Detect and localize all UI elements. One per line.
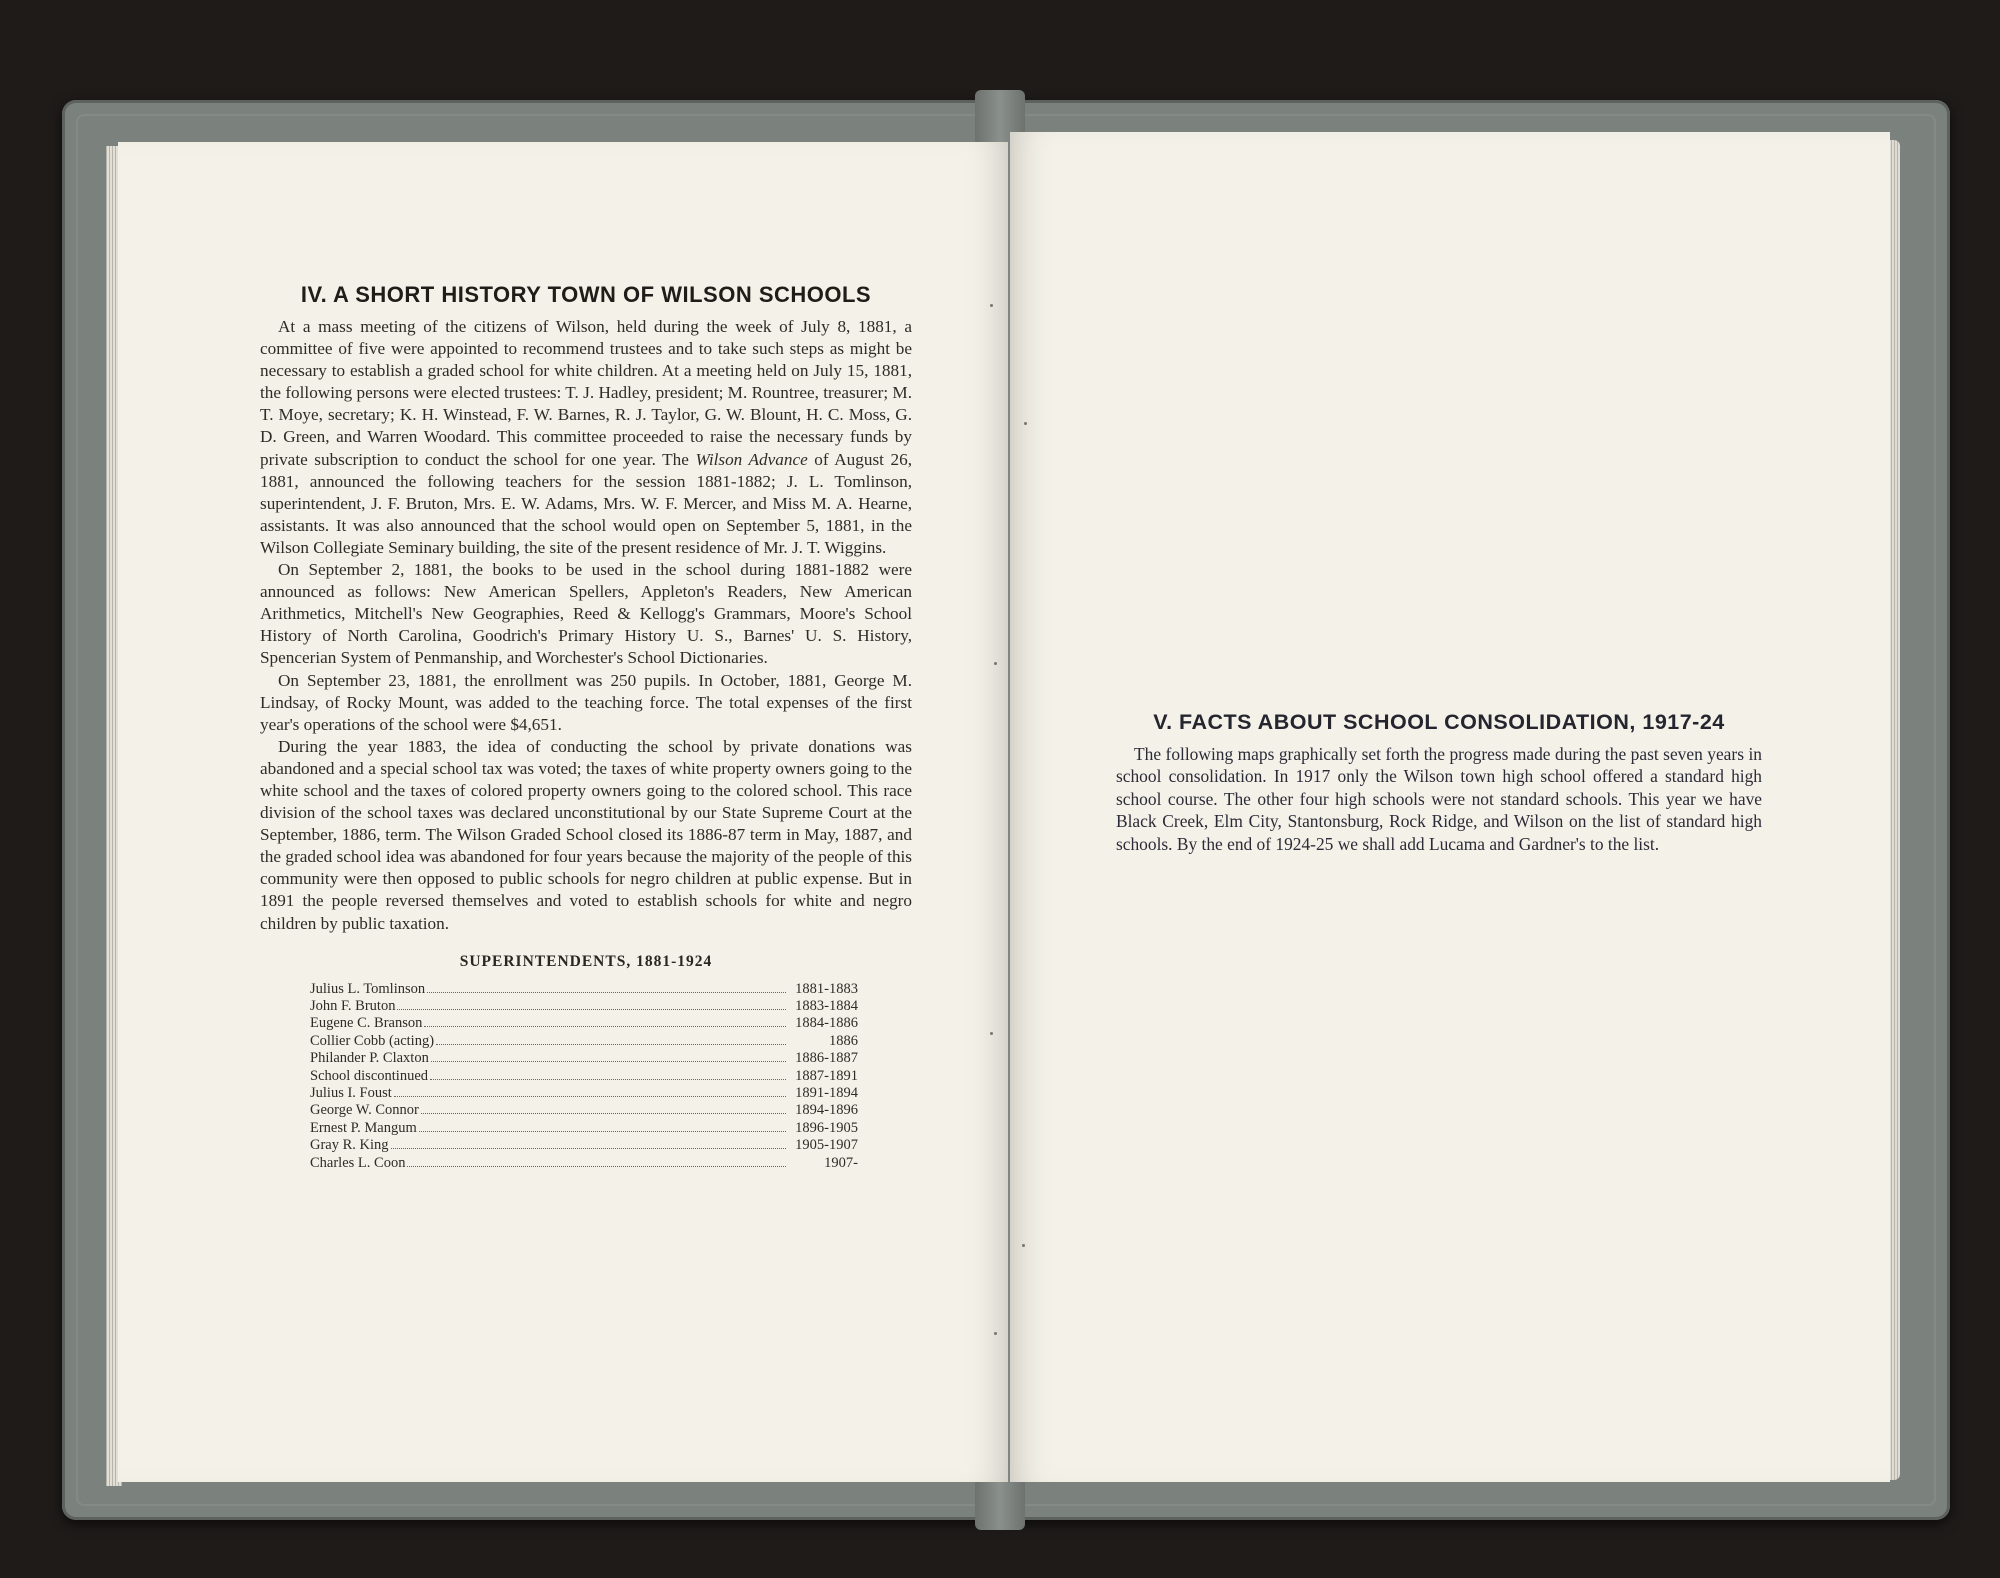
section-heading-consolidation: V. FACTS ABOUT SCHOOL CONSOLIDATION, 1917-24 xyxy=(1153,710,1725,734)
consolidation-paragraph: The following maps graphically set forth the progress made during the past seven years in school consolidation. In 1917 only the Wilson town high school offered a standard high school course. The other four high schools were not standard schools. This year we have Black Creek, Elm City, Stantonsburg, Rock Ridge, and Wilson on the list of standard high schools. By the end of 1924-25 we shall add Lucama and Gardner's to the list. xyxy=(1116,744,1762,854)
superintendent-row: Ernest P. Mangum 1896-1905 xyxy=(310,1119,858,1136)
history-paragraph-4: During the year 1883, the idea of conducting the school by private donations was abandoned and a special school tax was voted; the taxes of white property owners going to the white school and the taxes of colored property owners going to the colored school. This race division of the school taxes was declared unconstitutional by our State Supreme Court at the September, 1886, term. The Wilson Graded School closed its 1886-87 term in May, 1887, and the graded school idea was abandoned for four years because the majority of the people of this community were then opposed to public schools for negro children at public expense. But in 1891 the people reversed themselves and voted to establish schools for white and negro children by public taxation. xyxy=(260,736,912,933)
binding-mark xyxy=(994,662,997,665)
history-paragraph-1: At a mass meeting of the citizens of Wilson, held during the week of July 8, 1881, a committee of five were appointed to recommend trustees and to take such steps as might be necessary to establish a graded school for white children. At a meeting held on July 15, 1881, the following persons were elected trustees: T. J. Hadley, president; M. Rountree, treasurer; M. T. Moye, secretary; K. H. Winstead, F. W. Barnes, R. J. Taylor, G. W. Blount, H. C. Moss, G. D. Green, and Warren Woodard. This committee proceeded to raise the necessary funds by private subscription to conduct the school for one year. The Wilson Advance of August 26, 1881, announced the following teachers for the session 1881-1882; J. L. Tomlinson, superintendent, J. F. Bruton, Mrs. E. W. Adams, Mrs. W. F. Mercer, and Miss M. A. Hearne, assistants. It was also announced that the school would open on September 5, 1881, in the Wilson Collegiate Seminary building, the site of the present residence of Mr. J. T. Wiggins. xyxy=(260,317,912,557)
history-paragraph-3: On September 23, 1881, the enrollment was 250 pupils. In October, 1881, George M. Lindsay, of Rocky Mount, was added to the teaching force. The total expenses of the first year's operations of the school were $4,651. xyxy=(260,670,912,734)
binding-mark xyxy=(990,1032,993,1035)
superintendent-row: Eugene C. Branson 1884-1886 xyxy=(310,1015,858,1032)
superintendent-row: Collier Cobb (acting) 1886 xyxy=(310,1032,858,1049)
left-page-content xyxy=(260,282,912,1172)
superintendent-row: George W. Connor 1894-1896 xyxy=(310,1102,858,1119)
superintendent-row: John F. Bruton 1883-1884 xyxy=(310,998,858,1015)
section-heading-history: IV. A SHORT HISTORY TOWN OF WILSON SCHOOLS xyxy=(300,282,872,307)
right-page xyxy=(1010,132,1890,1482)
superintendent-row: School discontinued 1887-1891 xyxy=(310,1067,858,1084)
right-page-content xyxy=(1116,710,1762,855)
superintendent-row: Gray R. King 1905-1907 xyxy=(310,1137,858,1154)
superintendents-heading: SUPERINTENDENTS, 1881-1924 xyxy=(459,952,713,970)
newspaper-title: Wilson Advance xyxy=(695,449,808,469)
superintendent-row: Julius I. Foust 1891-1894 xyxy=(310,1085,858,1102)
binding-mark xyxy=(1022,1244,1025,1247)
superintendent-row: Philander P. Claxton 1886-1887 xyxy=(310,1050,858,1067)
superintendents-list xyxy=(310,981,858,1172)
superintendent-row: Julius L. Tomlinson 1881-1883 xyxy=(310,980,858,997)
history-paragraph-2: On September 2, 1881, the books to be used in the school during 1881-1882 were announced as follows: New American Spellers, Appleton's Readers, New American Arithmetics, Mitchell's New Geographies, Reed & Kellogg's Grammars, Moore's School History of North Carolina, Goodrich's Primary History U. S., Barnes' U. S. History, Spencerian System of Penmanship, and Worchester's School Dictionaries. xyxy=(260,560,912,668)
binding-mark xyxy=(990,304,993,307)
superintendent-row: Charles L. Coon 1907- xyxy=(310,1154,858,1171)
left-page xyxy=(118,142,1008,1482)
binding-mark xyxy=(994,1332,997,1335)
binding-mark xyxy=(1024,422,1027,425)
